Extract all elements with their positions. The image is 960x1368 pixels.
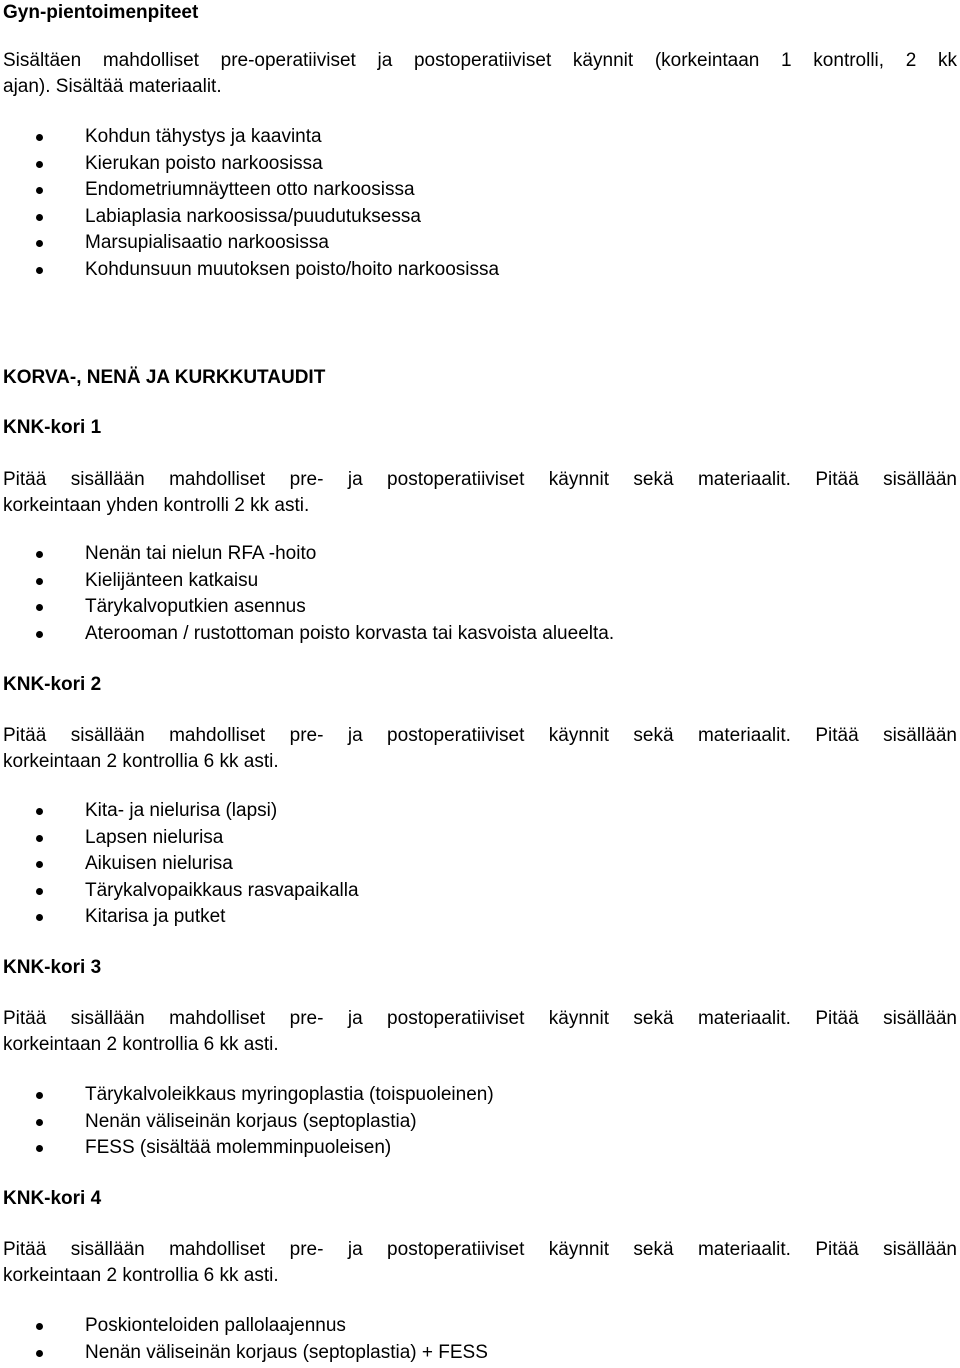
basket-list-3 xyxy=(0,1082,960,1162)
list-item: Tärykalvoputkien asennus xyxy=(0,594,960,621)
list-item: Nenän väliseinän korjaus (septoplastia) + FESS xyxy=(0,1340,960,1367)
list-item: Kierukan poisto narkoosissa xyxy=(0,151,960,178)
bullet-icon xyxy=(36,861,43,868)
list-item: Kitarisa ja putket xyxy=(0,904,960,931)
bullet-icon xyxy=(36,888,43,895)
bullet-icon xyxy=(36,214,43,221)
bullet-icon xyxy=(36,161,43,168)
section-title-gyn: Gyn-pientoimenpiteet xyxy=(3,2,199,23)
bullet-icon xyxy=(36,187,43,194)
list-item: Nenän tai nielun RFA -hoito xyxy=(0,541,960,568)
bullet-icon xyxy=(36,1092,43,1099)
basket-title-2: KNK-kori 2 xyxy=(3,674,102,695)
bullet-icon xyxy=(36,631,43,638)
basket-title-3: KNK-kori 3 xyxy=(3,957,102,978)
basket-desc-line: Pitää sisällään mahdolliset pre- ja postoperatiiviset käynnit sekä materiaalit. Pitää sisällään xyxy=(3,725,957,746)
gyn-intro-line-1: Sisältäen mahdolliset pre-operatiiviset ja postoperatiiviset käynnit (korkeintaan 1 kontrolli, 2 kk xyxy=(3,50,957,71)
gyn-intro-paragraph xyxy=(3,48,957,100)
basket-list-2 xyxy=(0,798,960,931)
list-item: Kielijänteen katkaisu xyxy=(0,568,960,595)
bullet-icon xyxy=(36,578,43,585)
bullet-icon xyxy=(36,551,43,558)
list-item: Kohdun tähystys ja kaavinta xyxy=(0,124,960,151)
basket-title-1: KNK-kori 1 xyxy=(3,417,102,438)
basket-desc-line: korkeintaan 2 kontrollia 6 kk asti. xyxy=(3,751,279,772)
basket-desc-line: korkeintaan yhden kontrolli 2 kk asti. xyxy=(3,495,310,516)
basket-desc-line: Pitää sisällään mahdolliset pre- ja postoperatiiviset käynnit sekä materiaalit. Pitää sisällään xyxy=(3,469,957,490)
basket-list-1 xyxy=(0,541,960,647)
bullet-icon xyxy=(36,1350,43,1357)
bullet-icon xyxy=(36,1323,43,1330)
bullet-icon xyxy=(36,1145,43,1152)
basket-desc-line: korkeintaan 2 kontrollia 6 kk asti. xyxy=(3,1265,279,1286)
basket-desc-4 xyxy=(3,1237,957,1289)
list-item: Tärykalvoleikkaus myringoplastia (toispuoleinen) xyxy=(0,1082,960,1109)
list-item: Nenän väliseinän korjaus (septoplastia) xyxy=(0,1109,960,1136)
gyn-procedure-list xyxy=(0,124,960,284)
basket-desc-2 xyxy=(3,723,957,775)
basket-title-4: KNK-kori 4 xyxy=(3,1188,102,1209)
section-title-knk: KORVA-, NENÄ JA KURKKUTAUDIT xyxy=(3,367,326,388)
list-item: Labiaplasia narkoosissa/puudutuksessa xyxy=(0,204,960,231)
bullet-icon xyxy=(36,134,43,141)
bullet-icon xyxy=(36,1119,43,1126)
gyn-intro-line-2: ajan). Sisältää materiaalit. xyxy=(3,76,222,97)
bullet-icon xyxy=(36,604,43,611)
basket-desc-line: Pitää sisällään mahdolliset pre- ja postoperatiiviset käynnit sekä materiaalit. Pitää sisällään xyxy=(3,1008,957,1029)
basket-desc-3 xyxy=(3,1006,957,1058)
list-item: Kita- ja nielurisa (lapsi) xyxy=(0,798,960,825)
bullet-icon xyxy=(36,914,43,921)
bullet-icon xyxy=(36,240,43,247)
basket-desc-line: korkeintaan 2 kontrollia 6 kk asti. xyxy=(3,1034,279,1055)
list-item: Lapsen nielurisa xyxy=(0,825,960,852)
basket-desc-line: Pitää sisällään mahdolliset pre- ja postoperatiiviset käynnit sekä materiaalit. Pitää sisällään xyxy=(3,1239,957,1260)
list-item: Tärykalvopaikkaus rasvapaikalla xyxy=(0,878,960,905)
list-item: Aterooman / rustottoman poisto korvasta tai kasvoista alueelta. xyxy=(0,621,960,648)
bullet-icon xyxy=(36,267,43,274)
bullet-icon xyxy=(36,808,43,815)
list-item: Endometriumnäytteen otto narkoosissa xyxy=(0,177,960,204)
list-item: Marsupialisaatio narkoosissa xyxy=(0,230,960,257)
list-item: Aikuisen nielurisa xyxy=(0,851,960,878)
list-item: Poskionteloiden pallolaajennus xyxy=(0,1313,960,1340)
bullet-icon xyxy=(36,835,43,842)
list-item: Kohdunsuun muutoksen poisto/hoito narkoosissa xyxy=(0,257,960,284)
list-item: FESS (sisältää molemminpuoleisen) xyxy=(0,1135,960,1162)
basket-desc-1 xyxy=(3,467,957,519)
basket-list-4 xyxy=(0,1313,960,1366)
